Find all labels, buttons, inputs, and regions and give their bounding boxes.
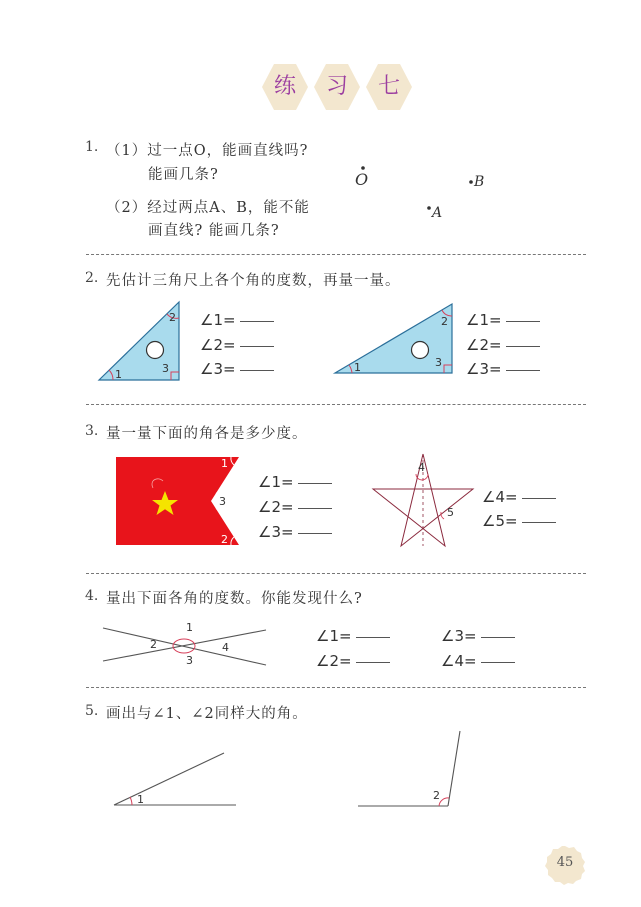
mark-4: 4 — [222, 641, 229, 654]
q1-part2-line1: （2）经过两点A、B，能不能 — [106, 200, 310, 216]
point-a-label: A — [432, 205, 443, 221]
q2-number: 2. — [85, 270, 99, 286]
mark-2: 2 — [433, 789, 440, 802]
mark-1: 1 — [137, 793, 144, 806]
point-a-dot — [427, 206, 431, 210]
divider — [86, 687, 586, 688]
angle-2-figure — [355, 728, 465, 810]
q1-number: 1. — [85, 139, 99, 155]
mark-1: 1 — [221, 457, 228, 470]
mark-5: 5 — [447, 506, 454, 519]
q2-right-answer-2: ∠2= — [466, 336, 540, 354]
mark-3: 3 — [162, 362, 169, 375]
divider — [86, 254, 586, 255]
q3-star-answer-5: ∠5= — [482, 512, 556, 530]
mark-2: 2 — [150, 638, 157, 651]
divider — [86, 573, 586, 574]
q3-flag-answer-2: ∠2= — [258, 498, 332, 516]
title-char: 七 — [377, 74, 400, 99]
q4-answer-4: ∠4= — [441, 652, 515, 670]
mark-3: 3 — [186, 654, 193, 667]
q3-text: 量一量下面的角各是多少度。 — [106, 426, 308, 442]
page-number: 45 — [556, 855, 574, 870]
q1-part1-line2: 能画几条? — [148, 167, 219, 183]
page-title — [262, 63, 412, 113]
q3-number: 3. — [85, 423, 99, 439]
mark-1: 1 — [115, 368, 122, 381]
q2-left-answer-2: ∠2= — [200, 336, 274, 354]
flag-figure — [113, 454, 243, 549]
divider — [86, 404, 586, 405]
mark-3: 3 — [219, 495, 226, 508]
q4-answer-2: ∠2= — [316, 652, 390, 670]
q3-flag-answer-3: ∠3= — [258, 523, 332, 541]
mark-3: 3 — [435, 356, 442, 369]
mark-2: 2 — [221, 533, 228, 546]
q1-part1-line1: （1）过一点O，能画直线吗? — [106, 143, 309, 159]
q2-left-answer-3: ∠3= — [200, 360, 274, 378]
q3-star-answer-4: ∠4= — [482, 488, 556, 506]
mark-1: 1 — [186, 621, 193, 634]
star-figure — [370, 452, 476, 552]
mark-2: 2 — [169, 311, 176, 324]
mark-2: 2 — [441, 315, 448, 328]
q2-right-answer-1: ∠1= — [466, 311, 540, 329]
q4-number: 4. — [85, 588, 99, 604]
q3-flag-answer-1: ∠1= — [258, 473, 332, 491]
q2-text: 先估计三角尺上各个角的度数，再量一量。 — [106, 273, 401, 289]
title-char: 习 — [325, 74, 348, 99]
title-char: 练 — [273, 74, 296, 99]
point-b-label: B — [474, 174, 485, 190]
set-square-45 — [95, 298, 190, 386]
q2-right-answer-3: ∠3= — [466, 360, 540, 378]
point-o-label: O — [355, 170, 369, 189]
set-square-30-60 — [332, 300, 457, 378]
intersecting-lines-figure — [100, 616, 272, 674]
q2-left-answer-1: ∠1= — [200, 311, 274, 329]
point-b-dot — [469, 180, 473, 184]
q5-number: 5. — [85, 703, 99, 719]
q1-part2-line2: 画直线? 能画几条? — [148, 223, 280, 239]
q5-text: 画出与∠1、∠2同样大的角。 — [106, 706, 308, 722]
angle-1-figure — [110, 748, 240, 810]
mark-1: 1 — [354, 361, 361, 374]
q4-answer-1: ∠1= — [316, 627, 390, 645]
mark-4: 4 — [418, 461, 425, 474]
q4-text: 量出下面各角的度数。你能发现什么? — [106, 591, 363, 607]
q4-answer-3: ∠3= — [441, 627, 515, 645]
